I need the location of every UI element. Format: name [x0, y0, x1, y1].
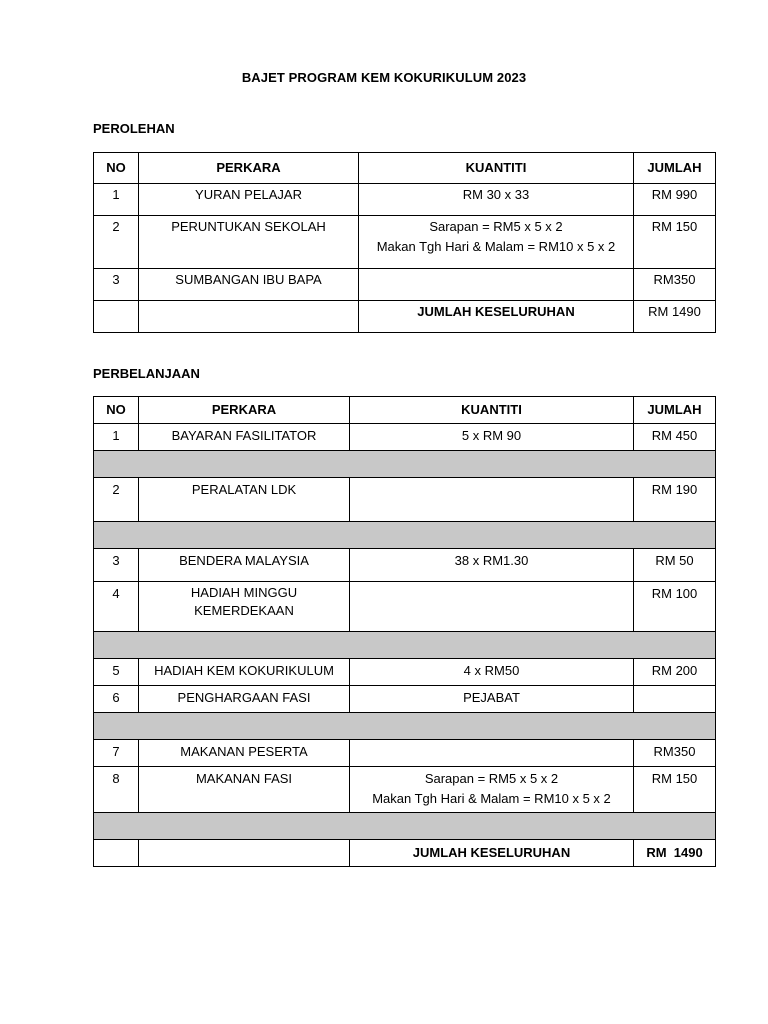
row-jumlah: RM 150: [634, 767, 716, 813]
row-perkara: PENGHARGAAN FASI: [139, 686, 350, 713]
column-header-kuantiti: KUANTITI: [359, 153, 634, 184]
column-header-perkara: PERKARA: [139, 153, 359, 184]
row-no: 8: [94, 767, 139, 813]
row-jumlah: RM 50: [634, 549, 716, 582]
row-kuantiti: RM 30 x 33: [359, 184, 634, 216]
perolehan-table: [93, 152, 716, 333]
table-row: [94, 216, 716, 269]
table-row: [94, 686, 716, 713]
separator-row: [94, 632, 716, 659]
row-perkara: MAKANAN PESERTA: [139, 740, 350, 767]
table-row: [94, 424, 716, 451]
separator-cell: [94, 632, 716, 659]
row-no: 6: [94, 686, 139, 713]
row-perkara: PERUNTUKAN SEKOLAH: [139, 216, 359, 269]
row-no: 2: [94, 216, 139, 269]
separator-cell: [94, 713, 716, 740]
row-perkara: BAYARAN FASILITATOR: [139, 424, 350, 451]
row-no: 5: [94, 659, 139, 686]
table-row: [94, 740, 716, 767]
row-kuantiti: [359, 216, 634, 269]
row-kuantiti: [359, 269, 634, 301]
separator-cell: [94, 451, 716, 478]
kuantiti-line: Sarapan = RM5 x 5 x 2: [429, 219, 563, 234]
perbelanjaan-heading: PERBELANJAAN: [93, 366, 200, 381]
total-label: JUMLAH KESELURUHAN: [359, 301, 634, 333]
row-kuantiti: 38 x RM1.30: [350, 549, 634, 582]
document-title: BAJET PROGRAM KEM KOKURIKULUM 2023: [241, 70, 527, 85]
column-header-jumlah: JUMLAH: [634, 397, 716, 424]
separator-cell: [94, 522, 716, 549]
perkara-line: KEMERDEKAAN: [194, 603, 294, 618]
row-kuantiti: PEJABAT: [350, 686, 634, 713]
row-kuantiti: 4 x RM50: [350, 659, 634, 686]
row-jumlah: RM 990: [634, 184, 716, 216]
table-row: [94, 767, 716, 813]
column-header-jumlah: JUMLAH: [634, 153, 716, 184]
row-no: 3: [94, 549, 139, 582]
row-jumlah: RM 100: [634, 582, 716, 632]
column-header-no: NO: [94, 397, 139, 424]
row-perkara: PERALATAN LDK: [139, 478, 350, 522]
separator-row: [94, 713, 716, 740]
table-header-row: [94, 397, 716, 424]
total-label: JUMLAH KESELURUHAN: [350, 840, 634, 867]
row-perkara: MAKANAN FASI: [139, 767, 350, 813]
row-jumlah: RM350: [634, 269, 716, 301]
row-perkara: [139, 582, 350, 632]
row-no: 2: [94, 478, 139, 522]
table-row: [94, 269, 716, 301]
row-kuantiti: [350, 767, 634, 813]
total-perkara-empty: [139, 301, 359, 333]
table-row: [94, 549, 716, 582]
kuantiti-line: Makan Tgh Hari & Malam = RM10 x 5 x 2: [372, 791, 611, 806]
kuantiti-line: Sarapan = RM5 x 5 x 2: [424, 771, 559, 786]
separator-cell: [94, 813, 716, 840]
table-row: [94, 478, 716, 522]
row-perkara: YURAN PELAJAR: [139, 184, 359, 216]
table-row: [94, 659, 716, 686]
row-no: 1: [94, 424, 139, 451]
row-jumlah: RM 150: [634, 216, 716, 269]
total-value: RM 1490: [634, 301, 716, 333]
row-no: 7: [94, 740, 139, 767]
total-no-empty: [94, 840, 139, 867]
row-jumlah: RM350: [634, 740, 716, 767]
separator-row: [94, 451, 716, 478]
separator-row: [94, 813, 716, 840]
row-jumlah: RM 200: [634, 659, 716, 686]
separator-row: [94, 522, 716, 549]
column-header-kuantiti: KUANTITI: [350, 397, 634, 424]
row-no: 3: [94, 269, 139, 301]
table-row: [94, 582, 716, 632]
row-jumlah: [634, 686, 716, 713]
total-no-empty: [94, 301, 139, 333]
row-kuantiti: [350, 478, 634, 522]
row-perkara: SUMBANGAN IBU BAPA: [139, 269, 359, 301]
row-no: 4: [94, 582, 139, 632]
column-header-perkara: PERKARA: [139, 397, 350, 424]
row-kuantiti: 5 x RM 90: [350, 424, 634, 451]
row-kuantiti: [350, 740, 634, 767]
row-no: 1: [94, 184, 139, 216]
perbelanjaan-table: [93, 396, 716, 867]
total-perkara-empty: [139, 840, 350, 867]
kuantiti-line: Makan Tgh Hari & Malam = RM10 x 5 x 2: [376, 239, 616, 254]
perkara-line: HADIAH MINGGU: [190, 585, 298, 600]
row-jumlah: RM 450: [634, 424, 716, 451]
table-row: [94, 184, 716, 216]
row-perkara: BENDERA MALAYSIA: [139, 549, 350, 582]
total-row: [94, 840, 716, 867]
total-value: RM 1490: [634, 840, 716, 867]
row-jumlah: RM 190: [634, 478, 716, 522]
table-header-row: [94, 153, 716, 184]
row-perkara: HADIAH KEM KOKURIKULUM: [139, 659, 350, 686]
perolehan-heading: PEROLEHAN: [93, 121, 175, 136]
row-kuantiti: [350, 582, 634, 632]
column-header-no: NO: [94, 153, 139, 184]
total-row: [94, 301, 716, 333]
